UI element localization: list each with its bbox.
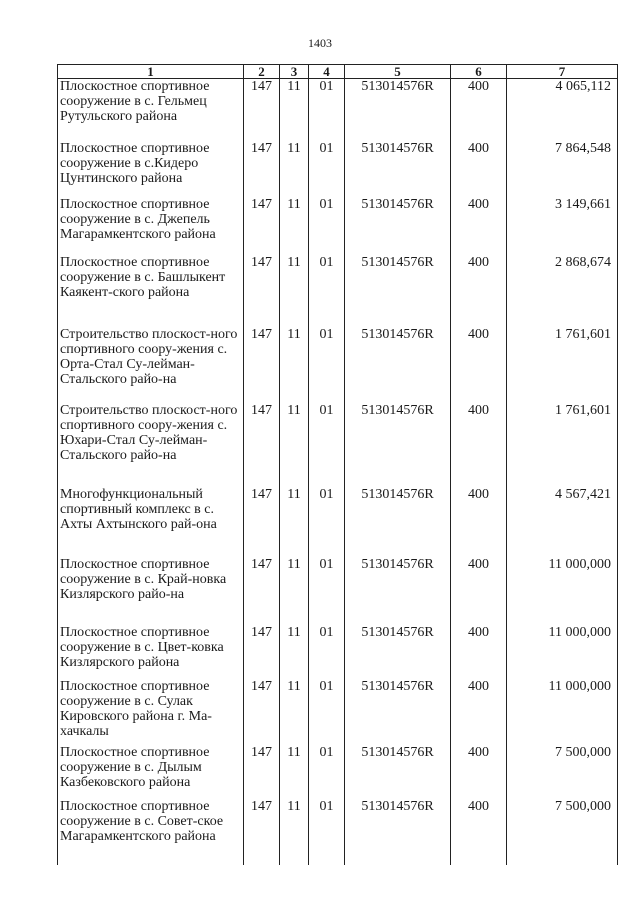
row-expense-type-cell: 400 (451, 625, 507, 679)
row-code-cell: 147 (244, 197, 280, 255)
row-amount-cell: 1 761,601 (507, 403, 618, 487)
row-amount-cell: 11 000,000 (507, 625, 618, 679)
row-code-cell: 147 (244, 255, 280, 327)
row-expense-type-cell: 400 (451, 255, 507, 327)
row-expense-type-cell: 400 (451, 403, 507, 487)
budget-table (57, 64, 618, 865)
row-amount-cell: 7 864,548 (507, 141, 618, 197)
row-subsection-cell: 01 (309, 745, 345, 799)
row-name-cell: Плоскостное спортивное сооружение в с. Край-новка Кизлярского райо-на (58, 557, 244, 625)
row-expense-type-cell: 400 (451, 79, 507, 141)
row-section-cell: 11 (280, 403, 309, 487)
row-target-article-cell: 513014576R (345, 679, 451, 745)
row-subsection-cell: 01 (309, 679, 345, 745)
row-subsection-cell: 01 (309, 141, 345, 197)
row-expense-type-cell: 400 (451, 141, 507, 197)
row-section-cell: 11 (280, 799, 309, 865)
row-section-cell: 11 (280, 679, 309, 745)
row-amount-cell: 1 761,601 (507, 327, 618, 403)
row-amount-cell: 11 000,000 (507, 557, 618, 625)
row-expense-type-cell: 400 (451, 487, 507, 557)
row-name-cell: Плоскостное спортивное сооружение в с. Джепель Магарамкентского района (58, 197, 244, 255)
row-amount-cell: 7 500,000 (507, 745, 618, 799)
row-expense-type-cell: 400 (451, 197, 507, 255)
row-section-cell: 11 (280, 197, 309, 255)
row-code-cell: 147 (244, 625, 280, 679)
table-row (58, 799, 618, 865)
row-section-cell: 11 (280, 141, 309, 197)
row-subsection-cell: 01 (309, 625, 345, 679)
row-name-cell: Плоскостное спортивное сооружение в с. Дылым Казбековского района (58, 745, 244, 799)
row-section-cell: 11 (280, 487, 309, 557)
column-header: 1 (58, 65, 244, 79)
row-amount-cell: 3 149,661 (507, 197, 618, 255)
row-expense-type-cell: 400 (451, 745, 507, 799)
row-code-cell: 147 (244, 141, 280, 197)
row-code-cell: 147 (244, 79, 280, 141)
row-target-article-cell: 513014576R (345, 403, 451, 487)
row-target-article-cell: 513014576R (345, 197, 451, 255)
row-subsection-cell: 01 (309, 197, 345, 255)
row-name-cell: Плоскостное спортивное сооружение в с. Гельмец Рутульского района (58, 79, 244, 141)
row-name-cell: Плоскостное спортивное сооружение в с. Совет-ское Магарамкентского района (58, 799, 244, 865)
table-header (58, 65, 618, 79)
table-row (58, 625, 618, 679)
row-section-cell: 11 (280, 625, 309, 679)
table-row (58, 79, 618, 141)
row-amount-cell: 4 065,112 (507, 79, 618, 141)
column-header: 7 (507, 65, 618, 79)
row-name-cell: Плоскостное спортивное сооружение в с. Башлыкент Каякент-ского района (58, 255, 244, 327)
row-target-article-cell: 513014576R (345, 745, 451, 799)
table-row (58, 141, 618, 197)
column-header: 4 (309, 65, 345, 79)
row-subsection-cell: 01 (309, 403, 345, 487)
column-header: 2 (244, 65, 280, 79)
table-row (58, 557, 618, 625)
row-name-cell: Строительство плоскост-ного спортивного соору-жения с. Орта-Стал Су-лейман-Стальского райо-на (58, 327, 244, 403)
row-code-cell: 147 (244, 327, 280, 403)
table-row (58, 255, 618, 327)
row-code-cell: 147 (244, 745, 280, 799)
row-target-article-cell: 513014576R (345, 327, 451, 403)
row-expense-type-cell: 400 (451, 679, 507, 745)
row-amount-cell: 7 500,000 (507, 799, 618, 865)
row-subsection-cell: 01 (309, 799, 345, 865)
row-target-article-cell: 513014576R (345, 255, 451, 327)
row-code-cell: 147 (244, 403, 280, 487)
row-amount-cell: 11 000,000 (507, 679, 618, 745)
row-amount-cell: 2 868,674 (507, 255, 618, 327)
row-target-article-cell: 513014576R (345, 79, 451, 141)
row-section-cell: 11 (280, 255, 309, 327)
row-target-article-cell: 513014576R (345, 141, 451, 197)
row-name-cell: Плоскостное спортивное сооружение в с. Сулак Кировского района г. Ма-хачкалы (58, 679, 244, 745)
row-code-cell: 147 (244, 557, 280, 625)
column-header: 6 (451, 65, 507, 79)
row-section-cell: 11 (280, 745, 309, 799)
row-name-cell: Плоскостное спортивное сооружение в с.Кидеро Цунтинского района (58, 141, 244, 197)
table-body (58, 79, 618, 865)
row-section-cell: 11 (280, 327, 309, 403)
row-target-article-cell: 513014576R (345, 625, 451, 679)
table-row (58, 197, 618, 255)
table-row (58, 487, 618, 557)
row-subsection-cell: 01 (309, 255, 345, 327)
row-target-article-cell: 513014576R (345, 799, 451, 865)
row-target-article-cell: 513014576R (345, 557, 451, 625)
table-row (58, 327, 618, 403)
row-code-cell: 147 (244, 679, 280, 745)
row-section-cell: 11 (280, 557, 309, 625)
row-name-cell: Строительство плоскост-ного спортивного соору-жения с. Юхари-Стал Су-лейман-Стальского райо-на (58, 403, 244, 487)
row-subsection-cell: 01 (309, 557, 345, 625)
row-subsection-cell: 01 (309, 487, 345, 557)
row-target-article-cell: 513014576R (345, 487, 451, 557)
table-row (58, 745, 618, 799)
row-section-cell: 11 (280, 79, 309, 141)
row-expense-type-cell: 400 (451, 557, 507, 625)
table-row (58, 403, 618, 487)
column-header: 3 (280, 65, 309, 79)
row-expense-type-cell: 400 (451, 327, 507, 403)
header-row (58, 65, 618, 79)
row-expense-type-cell: 400 (451, 799, 507, 865)
table-row (58, 679, 618, 745)
page-number: 1403 (308, 36, 332, 50)
row-code-cell: 147 (244, 487, 280, 557)
column-header: 5 (345, 65, 451, 79)
row-name-cell: Плоскостное спортивное сооружение в с. Цвет-ковка Кизлярского района (58, 625, 244, 679)
row-code-cell: 147 (244, 799, 280, 865)
row-name-cell: Многофункциональный спортивный комплекс в с. Ахты Ахтынского рай-она (58, 487, 244, 557)
row-subsection-cell: 01 (309, 327, 345, 403)
row-subsection-cell: 01 (309, 79, 345, 141)
row-amount-cell: 4 567,421 (507, 487, 618, 557)
